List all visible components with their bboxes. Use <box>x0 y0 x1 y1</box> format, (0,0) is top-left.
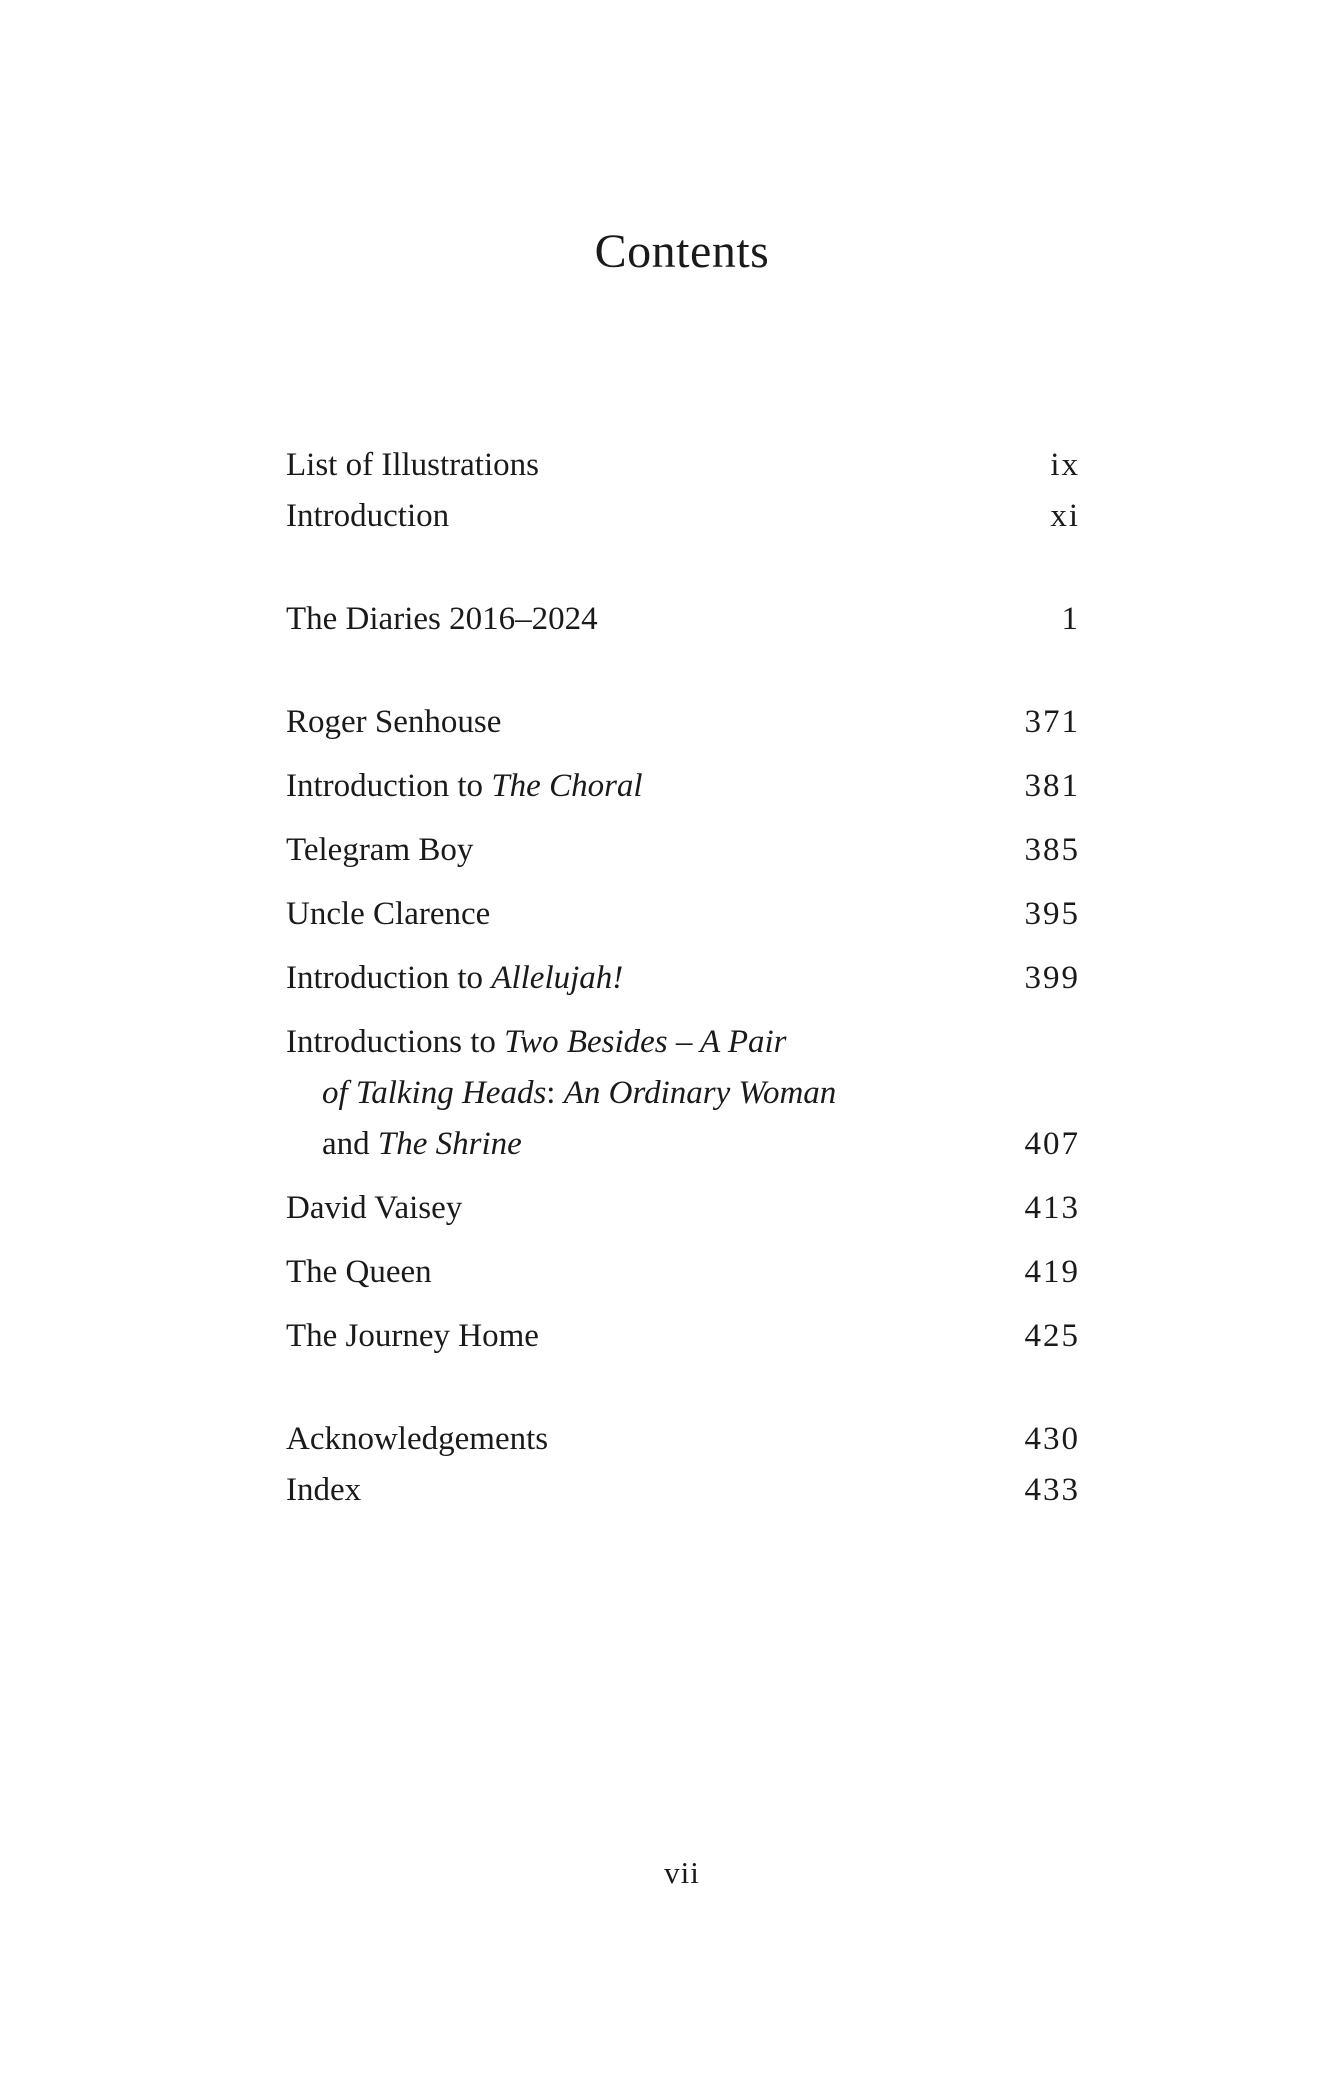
toc-entry-title: Roger Senhouse <box>286 704 502 740</box>
toc-entry-title: Acknowledgements <box>286 1421 549 1457</box>
toc-page-number: 433 <box>1024 1472 1080 1508</box>
toc-entry-italic-title: of Talking Heads <box>322 1075 547 1111</box>
toc-entry-acknowledgements[interactable] <box>286 1414 1080 1465</box>
toc-entry-the-queen[interactable] <box>286 1247 1080 1298</box>
toc-entry-title: The Diaries 2016–2024 <box>286 601 598 637</box>
toc-page-number: 1 <box>1061 601 1080 637</box>
page-number-folio: vii <box>664 1855 700 1890</box>
toc-entry-the-journey-home[interactable] <box>286 1311 1080 1362</box>
toc-entry-title: Telegram Boy <box>286 832 474 868</box>
toc-entry-david-vaisey[interactable] <box>286 1183 1080 1234</box>
toc-entry-line <box>286 1017 1080 1068</box>
toc-entry-title: Uncle Clarence <box>286 896 491 932</box>
toc-entry-prefix: Introduction to <box>286 960 492 996</box>
toc-entry-intro-allelujah[interactable] <box>286 953 1080 1004</box>
toc-page-number: 395 <box>1024 896 1080 932</box>
toc-page-number: 385 <box>1024 832 1080 868</box>
toc-page-number: 371 <box>1024 704 1080 740</box>
toc-entry-italic-title: The Shrine <box>377 1126 522 1162</box>
table-of-contents <box>286 440 1080 1516</box>
toc-entry-italic-title: An Ordinary Woman <box>563 1075 837 1111</box>
toc-entry-list-of-illustrations[interactable] <box>286 440 1080 491</box>
toc-entry-title: The Journey Home <box>286 1318 539 1354</box>
toc-entry-italic-title: Two Besides – A Pair <box>504 1024 787 1060</box>
toc-page-number: 430 <box>1024 1421 1080 1457</box>
toc-entry-introduction[interactable] <box>286 491 1080 542</box>
toc-entry-italic-title: Allelujah! <box>491 960 624 996</box>
toc-page-number: 407 <box>1024 1126 1080 1162</box>
toc-entry-title <box>286 761 643 812</box>
toc-page-number: ix <box>1050 447 1080 483</box>
toc-entry-index[interactable] <box>286 1465 1080 1516</box>
page-title: Contents <box>594 225 770 278</box>
toc-entry-telegram-boy[interactable] <box>286 825 1080 876</box>
toc-entry-title: Introduction <box>286 498 450 534</box>
toc-page-number: 413 <box>1024 1190 1080 1226</box>
toc-entry-intro-the-choral[interactable] <box>286 761 1080 812</box>
toc-page-number: 419 <box>1024 1254 1080 1290</box>
toc-entry-prefix: Introduction to <box>286 768 492 804</box>
toc-entry-separator: : <box>546 1075 564 1111</box>
toc-entry-prefix: and <box>322 1126 378 1162</box>
toc-page-number: xi <box>1050 498 1080 534</box>
toc-entry-uncle-clarence[interactable] <box>286 889 1080 940</box>
toc-entry-title: Index <box>286 1472 362 1508</box>
toc-page-number: 425 <box>1024 1318 1080 1354</box>
toc-entry-talking-heads[interactable] <box>286 1017 1080 1170</box>
toc-entry-italic-title: The Choral <box>491 768 643 804</box>
toc-entry-title <box>286 953 623 1004</box>
toc-entry-title: David Vaisey <box>286 1190 463 1226</box>
toc-entry-line <box>286 1068 1080 1119</box>
toc-entry-diaries[interactable] <box>286 594 1080 645</box>
toc-entry-title: The Queen <box>286 1254 432 1290</box>
toc-page-number: 381 <box>1024 768 1080 804</box>
toc-entry-title: List of Illustrations <box>286 447 539 483</box>
toc-entry-line <box>286 1119 1080 1170</box>
toc-page-number: 399 <box>1024 960 1080 996</box>
toc-entry-prefix: Introductions to <box>286 1024 505 1060</box>
toc-entry-roger-senhouse[interactable] <box>286 697 1080 748</box>
